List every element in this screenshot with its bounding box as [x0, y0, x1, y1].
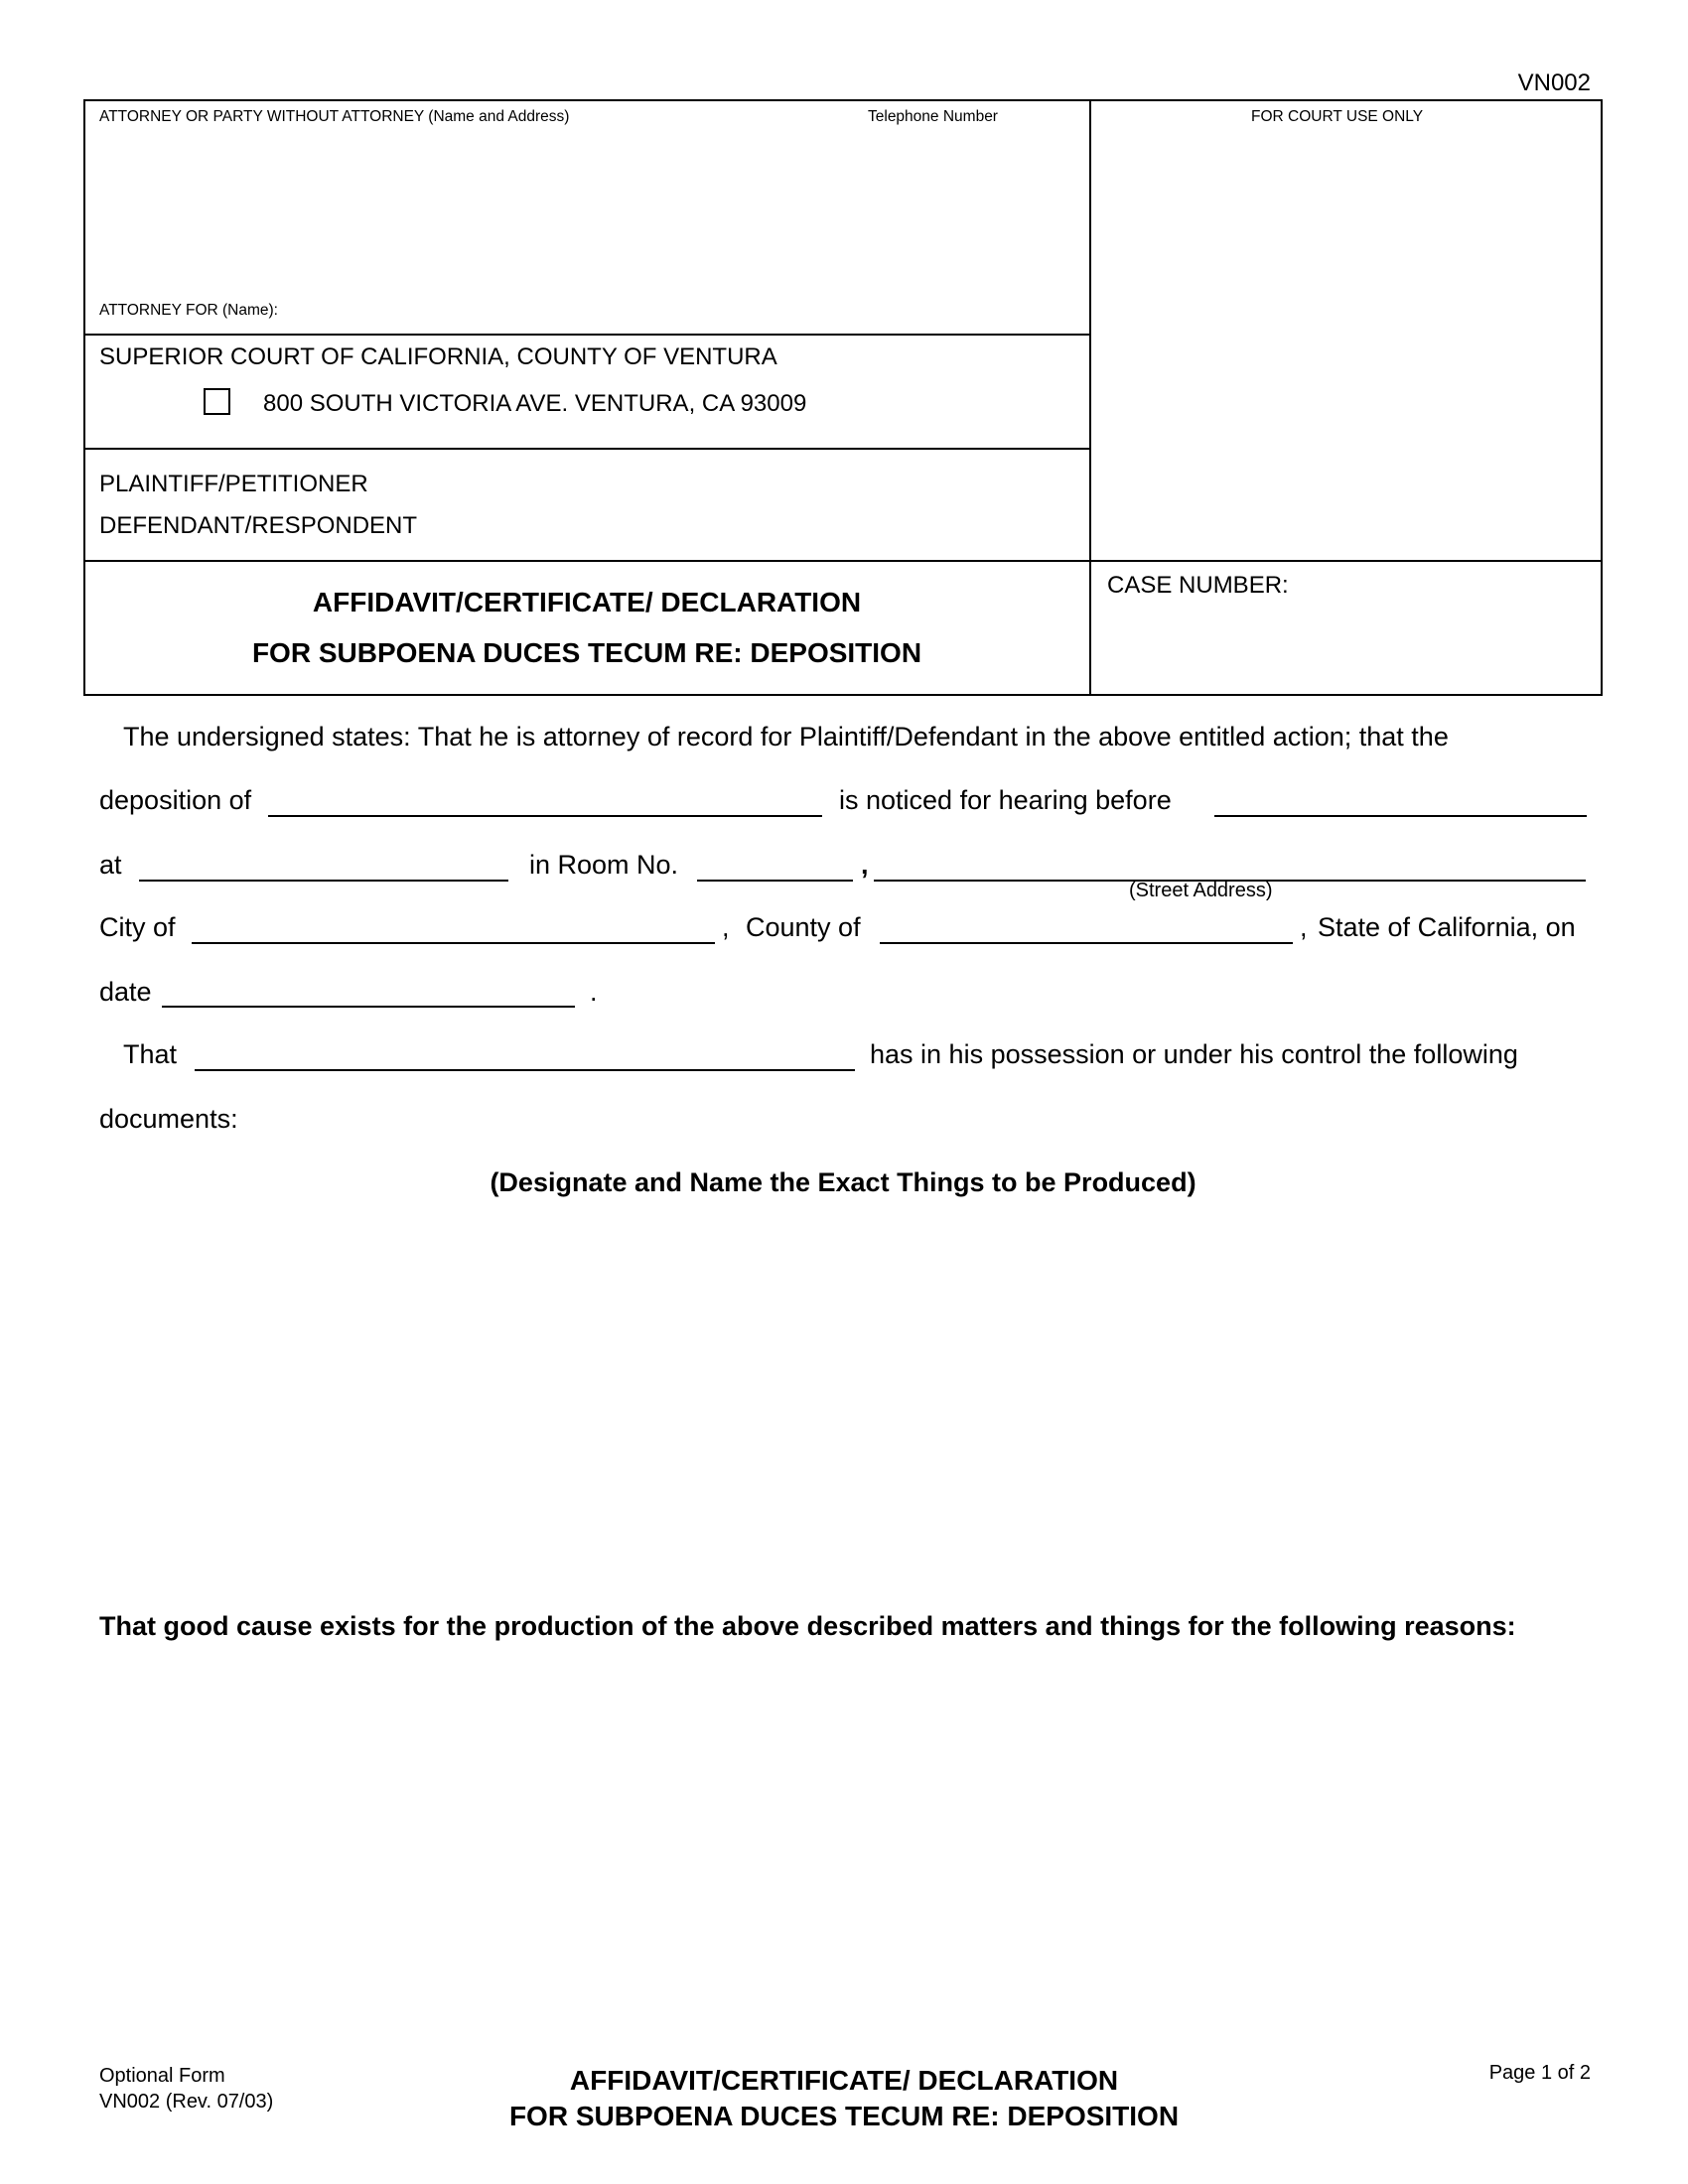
- plaintiff-label: PLAINTIFF/PETITIONER: [99, 471, 368, 497]
- designate-heading: (Designate and Name the Exact Things to be Produced): [490, 1167, 1196, 1197]
- deponent-name-field[interactable]: [268, 815, 822, 817]
- deposition-of-label: deposition of: [99, 785, 252, 815]
- court-use-label: FOR COURT USE ONLY: [1251, 108, 1424, 125]
- footer-title-line2: FOR SUBPOENA DUCES TECUM RE: DEPOSITION: [508, 2101, 1180, 2131]
- box-bottom-border: [83, 694, 1603, 696]
- hearing-officer-field[interactable]: [1214, 815, 1587, 817]
- documents-label: documents:: [99, 1104, 238, 1134]
- telephone-label: Telephone Number: [868, 108, 998, 125]
- address-comma: ,: [861, 850, 869, 880]
- custodian-field[interactable]: [195, 1069, 855, 1071]
- date-period: .: [590, 977, 598, 1007]
- county-of-label: County of: [746, 912, 861, 942]
- divider-title: [83, 560, 1603, 562]
- case-number-label: CASE NUMBER:: [1107, 572, 1289, 599]
- county-comma: ,: [1300, 912, 1308, 942]
- good-cause-text: That good cause exists for the production of the above described matters and things for the following reasons:: [99, 1611, 1516, 1641]
- date-field[interactable]: [162, 1006, 575, 1008]
- footer-form-rev: VN002 (Rev. 07/03): [99, 2091, 274, 2113]
- footer-title-line1: AFFIDAVIT/CERTIFICATE/ DECLARATION: [569, 2065, 1119, 2096]
- intro-text: The undersigned states: That he is attorney of record for Plaintiff/Defendant in the above entitled action; that the: [123, 722, 1449, 751]
- court-address-checkbox[interactable]: [204, 388, 230, 415]
- location-field[interactable]: [139, 880, 508, 882]
- court-address: 800 SOUTH VICTORIA AVE. VENTURA, CA 93009: [263, 390, 807, 417]
- city-field[interactable]: [192, 942, 715, 944]
- noticed-for-hearing-label: is noticed for hearing before: [839, 785, 1172, 815]
- room-no-label: in Room No.: [529, 850, 679, 880]
- that-label: That: [123, 1039, 178, 1069]
- footer-optional-form: Optional Form: [99, 2065, 225, 2087]
- possession-text: has in his possession or under his control the following: [870, 1039, 1518, 1069]
- county-field[interactable]: [880, 942, 1293, 944]
- attorney-for-label: ATTORNEY FOR (Name):: [99, 302, 278, 319]
- divider-parties: [83, 448, 1090, 450]
- form-id: VN002: [1517, 69, 1591, 96]
- at-label: at: [99, 850, 122, 880]
- footer-page-number: Page 1 of 2: [1488, 2062, 1591, 2084]
- room-number-field[interactable]: [697, 880, 853, 882]
- city-comma: ,: [722, 912, 730, 942]
- city-of-label: City of: [99, 912, 176, 942]
- attorney-label: ATTORNEY OR PARTY WITHOUT ATTORNEY (Name and Address): [99, 108, 570, 125]
- divider-court: [83, 334, 1090, 336]
- court-name: SUPERIOR COURT OF CALIFORNIA, COUNTY OF VENTURA: [99, 343, 777, 370]
- date-label: date: [99, 977, 152, 1007]
- street-address-caption: (Street Address): [1129, 880, 1273, 901]
- state-label: State of California, on: [1318, 912, 1576, 942]
- defendant-label: DEFENDANT/RESPONDENT: [99, 512, 418, 539]
- box-right-border: [1601, 99, 1603, 696]
- form-title-line2: FOR SUBPOENA DUCES TECUM RE: DEPOSITION: [251, 637, 922, 668]
- box-top-border: [83, 99, 1603, 101]
- form-title-line1: AFFIDAVIT/CERTIFICATE/ DECLARATION: [312, 587, 862, 617]
